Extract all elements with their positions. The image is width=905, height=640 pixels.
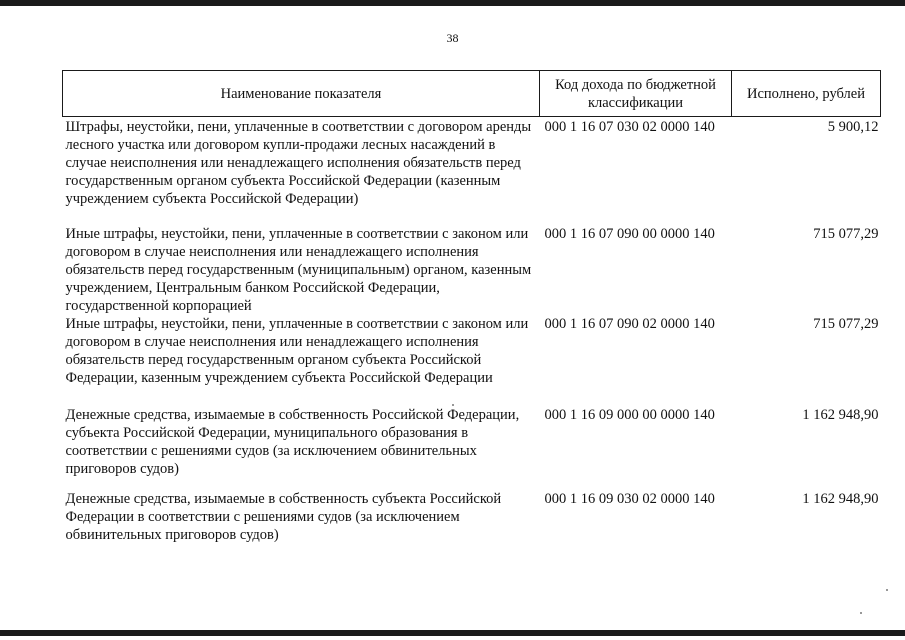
scan-speck xyxy=(452,404,454,406)
table-row xyxy=(63,117,881,209)
indicator-name: Иные штрафы, неустойки, пени, уплаченные в соответствии с законом или договором в случае неисполнения или ненадлежащего исполнения обязательств перед государственным органом субъекта Российской Федерации, казенным учреждением субъекта Российской Федерации xyxy=(65,316,529,386)
executed-amount: 5 900,12 xyxy=(827,119,879,135)
executed-amount: 715 077,29 xyxy=(813,316,879,332)
revenue-table xyxy=(62,70,881,544)
page-number: 38 xyxy=(446,31,459,45)
header-indicator-name: Наименование показателя xyxy=(63,71,540,117)
revenue-code: 000 1 16 09 000 00 0000 140 xyxy=(544,407,715,423)
table-row xyxy=(63,387,881,478)
header-executed-amount: Исполнено, рублей xyxy=(732,71,881,117)
table-header-row xyxy=(63,71,881,117)
indicator-name: Иные штрафы, неустойки, пени, уплаченные в соответствии с законом или договором в случае неисполнения или ненадлежащего исполнения обязательств перед государственным (муниципальным) органом, казенным учреждением, Центральным банком Российской Федерации, государственной корпорацией xyxy=(65,226,532,314)
table-row xyxy=(63,315,881,387)
table-row xyxy=(63,208,881,315)
revenue-code: 000 1 16 09 030 02 0000 140 xyxy=(544,491,715,507)
bottom-scan-border xyxy=(0,630,905,636)
executed-amount: 715 077,29 xyxy=(813,226,879,242)
header-revenue-code: Код дохода по бюджетной классификации xyxy=(540,71,732,117)
indicator-name: Штрафы, неустойки, пени, уплаченные в соответствии с договором аренды лесного участка или договором купли-продажи лесных насаждений в случае неисполнения или ненадлежащего исполнения обязательств перед государственным органом субъекта Российской Федерации (казенным учреждением субъекта Российской Федерации) xyxy=(65,119,532,207)
executed-amount: 1 162 948,90 xyxy=(802,407,879,423)
scan-speck xyxy=(886,589,888,591)
revenue-code: 000 1 16 07 090 02 0000 140 xyxy=(544,316,715,332)
scan-speck xyxy=(860,612,862,614)
indicator-name: Денежные средства, изымаемые в собственность Российской Федерации, субъекта Российской Федерации, муниципального образования в соответствии с решениями судов (за исключением обвинительных приговоров судов) xyxy=(65,407,520,477)
top-scan-border xyxy=(0,0,905,6)
revenue-code: 000 1 16 07 030 02 0000 140 xyxy=(544,119,715,135)
table-row xyxy=(63,478,881,544)
executed-amount: 1 162 948,90 xyxy=(802,491,879,507)
revenue-code: 000 1 16 07 090 00 0000 140 xyxy=(544,226,715,242)
indicator-name: Денежные средства, изымаемые в собственность субъекта Российской Федерации в соответствии с решениями судов (за исключением обвинительных приговоров судов) xyxy=(65,491,502,543)
